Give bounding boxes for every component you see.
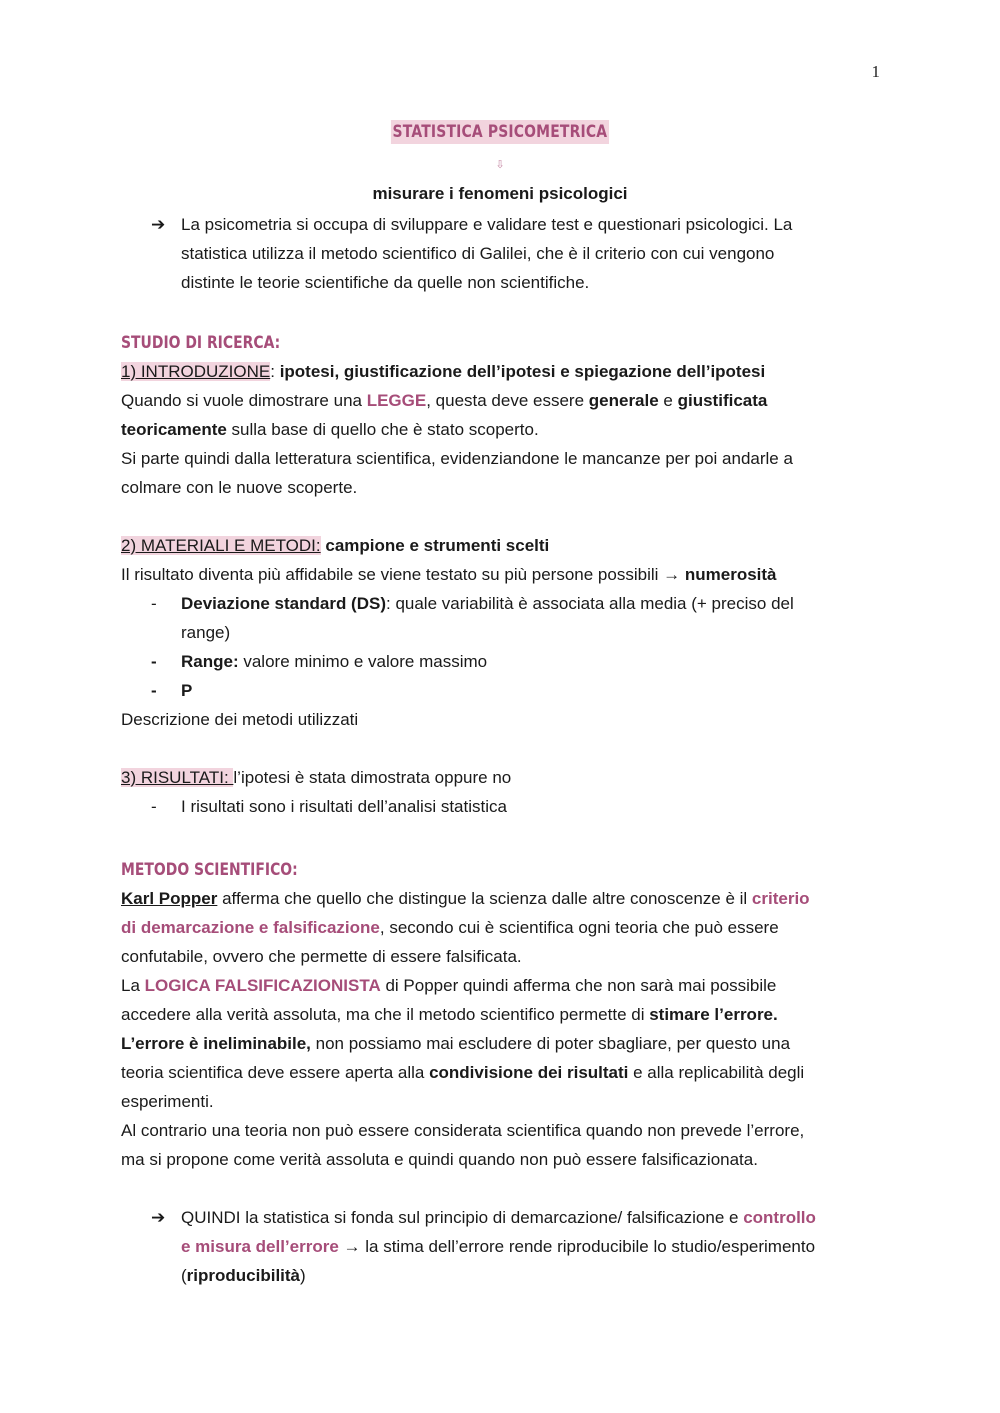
list-item xyxy=(121,676,881,705)
risultati-line xyxy=(121,763,881,792)
dash-text: - xyxy=(151,681,157,700)
dash-text: - xyxy=(151,652,157,671)
paragraph-line xyxy=(121,560,881,589)
title-wrap xyxy=(0,120,1000,144)
paragraph-line: confutabile, ovvero che permette di essere falsificata. xyxy=(121,947,522,966)
paragraph-line xyxy=(121,415,881,444)
teoricamente-term: teoricamente xyxy=(121,420,227,439)
legge-term: LEGGE xyxy=(366,391,427,410)
dash-bullet xyxy=(151,676,175,705)
list-item xyxy=(121,589,881,647)
popper-name: Karl Popper xyxy=(121,889,218,908)
text: : quale variabilità è associata alla media (+ preciso del xyxy=(386,594,794,613)
separator: : xyxy=(270,362,280,381)
giustificata-term: giustificata xyxy=(677,391,768,410)
text: e alla replicabilità degli xyxy=(628,1063,805,1082)
stimare-term: stimare l’errore. xyxy=(649,1005,778,1024)
metodo-section xyxy=(121,855,881,1290)
paragraph-line xyxy=(121,1029,881,1058)
down-arrow-icon: ⇩ xyxy=(495,159,505,171)
intro-line: statistica utilizza il metodo scientifico di Galilei, che è il criterio con cui vengono xyxy=(181,244,775,263)
intro-line: La psicometria si occupa di sviluppare e validare test e questionari psicologici. La xyxy=(181,215,793,234)
text: teoria scientifica deve essere aperta alla xyxy=(121,1063,430,1082)
introduzione-desc: ipotesi, giustificazione dell’ipotesi e spiegazione dell’ipotesi xyxy=(279,362,766,381)
dash-bullet: - xyxy=(151,594,157,613)
text: valore minimo e valore massimo xyxy=(238,652,488,671)
text: l’ipotesi è stata dimostrata oppure no xyxy=(233,768,512,787)
errore-term: L’errore è ineliminabile, xyxy=(121,1034,311,1053)
paragraph-line xyxy=(121,1000,881,1029)
document-subtitle: misurare i fenomeni psicologici xyxy=(372,184,628,203)
page-number: 1 xyxy=(871,62,880,81)
materiali-line xyxy=(121,531,881,560)
logica-term: LOGICA FALSIFICAZIONISTA xyxy=(144,976,381,995)
p-term: P xyxy=(181,681,193,700)
paragraph-line: esperimenti. xyxy=(121,1092,214,1111)
materiali-label: 2) MATERIALI E METODI: xyxy=(121,536,321,555)
text: , questa deve essere xyxy=(426,391,589,410)
paragraph-line: Al contrario una teoria non può essere considerata scientifica quando non prevede l’errore, xyxy=(121,1121,805,1140)
text: → la stima dell’errore rende riproducibile lo studio/esperimento xyxy=(338,1237,816,1256)
generale-term: generale xyxy=(588,391,659,410)
text: Il risultato diventa più affidabile se viene testato su più persone possibili → xyxy=(121,565,685,584)
paragraph-line xyxy=(121,386,881,415)
paragraph-line: colmare con le nuove scoperte. xyxy=(121,478,358,497)
text: accedere alla verità assoluta, ma che il metodo scientifico permette di xyxy=(121,1005,650,1024)
criterio-term: criterio xyxy=(751,889,810,908)
dash-bullet: - xyxy=(151,797,157,816)
paragraph-line xyxy=(121,884,881,913)
text: La xyxy=(121,976,145,995)
paragraph-line xyxy=(121,1058,881,1087)
arrow-bullet-icon: ➔ xyxy=(151,215,166,234)
paragraph-line xyxy=(121,913,881,942)
studio-section xyxy=(121,328,881,821)
ds-term: Deviazione standard (DS) xyxy=(181,594,386,613)
text: e xyxy=(658,391,678,410)
text: QUINDI la statistica si fonda sul principio di demarcazione/ falsificazione e xyxy=(181,1208,744,1227)
materiali-desc: campione e strumenti scelti xyxy=(320,536,550,555)
paragraph-line: Si parte quindi dalla letteratura scientifica, evidenziandone le mancanze per poi andarle a xyxy=(121,449,793,468)
text: , secondo cui è scientifica ogni teoria che può essere xyxy=(379,918,779,937)
risultati-label: 3) RISULTATI: xyxy=(121,768,234,787)
paragraph-line: Descrizione dei metodi utilizzati xyxy=(121,710,359,729)
arrow-bullet-icon: ➔ xyxy=(151,1208,166,1227)
text: ( xyxy=(181,1266,187,1285)
text: range) xyxy=(181,623,231,642)
range-term: Range: xyxy=(181,652,239,671)
paragraph-line: ma si propone come verità assoluta e quindi quando non può essere falsificazionata. xyxy=(121,1150,758,1169)
misura-term: e misura dell’errore xyxy=(181,1237,339,1256)
intro-bullet xyxy=(121,210,881,297)
quindi-bullet xyxy=(121,1203,881,1290)
riproducibilita-term: riproducibilità xyxy=(186,1266,301,1285)
text: sulla base di quello che è stato scoperto. xyxy=(226,420,539,439)
intro-section xyxy=(121,210,881,297)
dash-bullet xyxy=(151,647,175,676)
text: ) xyxy=(300,1266,306,1285)
paragraph-line xyxy=(121,971,881,1000)
list-item xyxy=(121,792,881,821)
text: I risultati sono i risultati dell’analisi statistica xyxy=(181,797,507,816)
intro-line: distinte le teorie scientifiche da quelle non scientifiche. xyxy=(181,273,590,292)
section-heading-metodo: METODO SCIENTIFICO: xyxy=(121,860,298,880)
list-item xyxy=(121,647,881,676)
demarcazione-term: di demarcazione e falsificazione xyxy=(121,918,380,937)
introduzione-line xyxy=(121,357,881,386)
section-heading-studio: STUDIO DI RICERCA: xyxy=(121,333,281,353)
text: non possiamo mai escludere di poter sbagliare, per questo una xyxy=(310,1034,791,1053)
controllo-term: controllo xyxy=(743,1208,816,1227)
text: afferma che quello che distingue la scienza dalle altre conoscenze è il xyxy=(217,889,752,908)
numerosita-term: numerosità xyxy=(684,565,777,584)
introduzione-label: 1) INTRODUZIONE xyxy=(121,362,271,381)
text: di Popper quindi afferma che non sarà mai possibile xyxy=(380,976,777,995)
document-title: STATISTICA PSICOMETRICA xyxy=(392,122,608,142)
text: Quando si vuole dimostrare una xyxy=(121,391,367,410)
condivisione-term: condivisione dei risultati xyxy=(429,1063,629,1082)
